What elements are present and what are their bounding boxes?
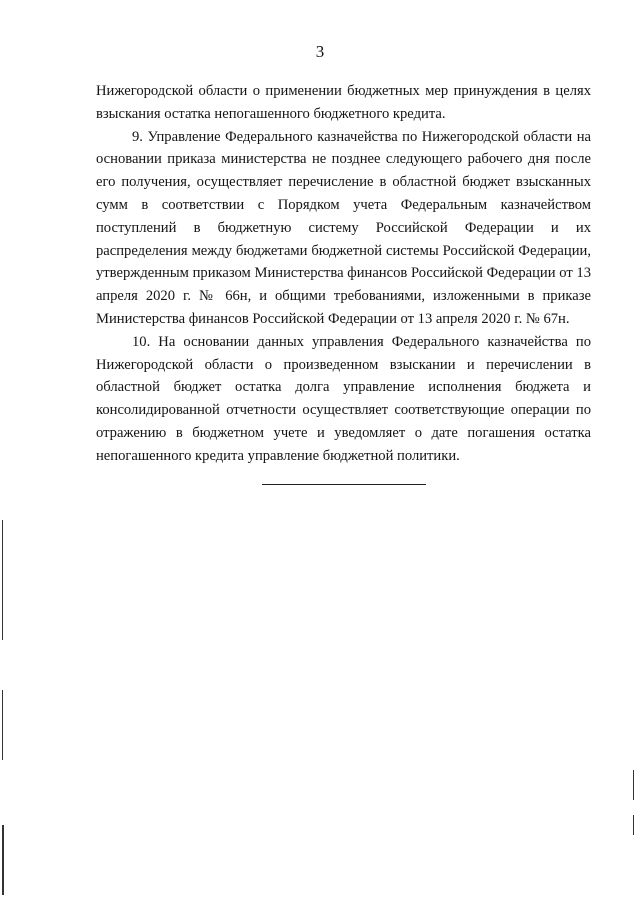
scan-artifact-right-1 — [633, 770, 634, 800]
scan-artifact-right-2 — [633, 815, 634, 835]
scan-artifact-left-1 — [2, 520, 3, 640]
paragraph-item-10: 10. На основании данных управления Федерального казначейства по Нижегородской области о произведенном взыскании и перечислении в областной бюджет остатка долга управление исполнения бюджета и консолидированной отчетности осуществляет соответствующие операции по отражению в бюджетном учете и уведомляет о дате погашения остатка непогашенного кредита управление бюджетной политики. — [96, 333, 591, 464]
document-body — [96, 80, 591, 468]
paragraph-item-9: 9. Управление Федерального казначейства по Нижегородской области на основании приказа министерства не позднее следующего рабочего дня после его получения, осуществляет перечисление в областной бюджет взысканных сумм в соответствии с Порядком учета Федеральным казначейством поступлений в бюджетную систему Российской Федерации и их распределения между бюджетами бюджетной системы Российской Федерации, утвержденным приказом Министерства финансов Российской Федерации от 13 апреля 2020 г. № 66н, и общими требованиями, изложенными в приказе Министерства финансов Российской Федерации от 13 апреля 2020 г. № 67н. — [96, 128, 591, 327]
page-number: 3 — [315, 42, 325, 61]
end-separator-line — [262, 484, 426, 485]
scan-artifact-left-3 — [2, 825, 4, 895]
paragraph-continuation: Нижегородской области о применении бюджетных мер принуждения в целях взыскания остатка непогашенного бюджетного кредита. — [96, 83, 591, 122]
scan-artifact-left-2 — [2, 690, 3, 760]
